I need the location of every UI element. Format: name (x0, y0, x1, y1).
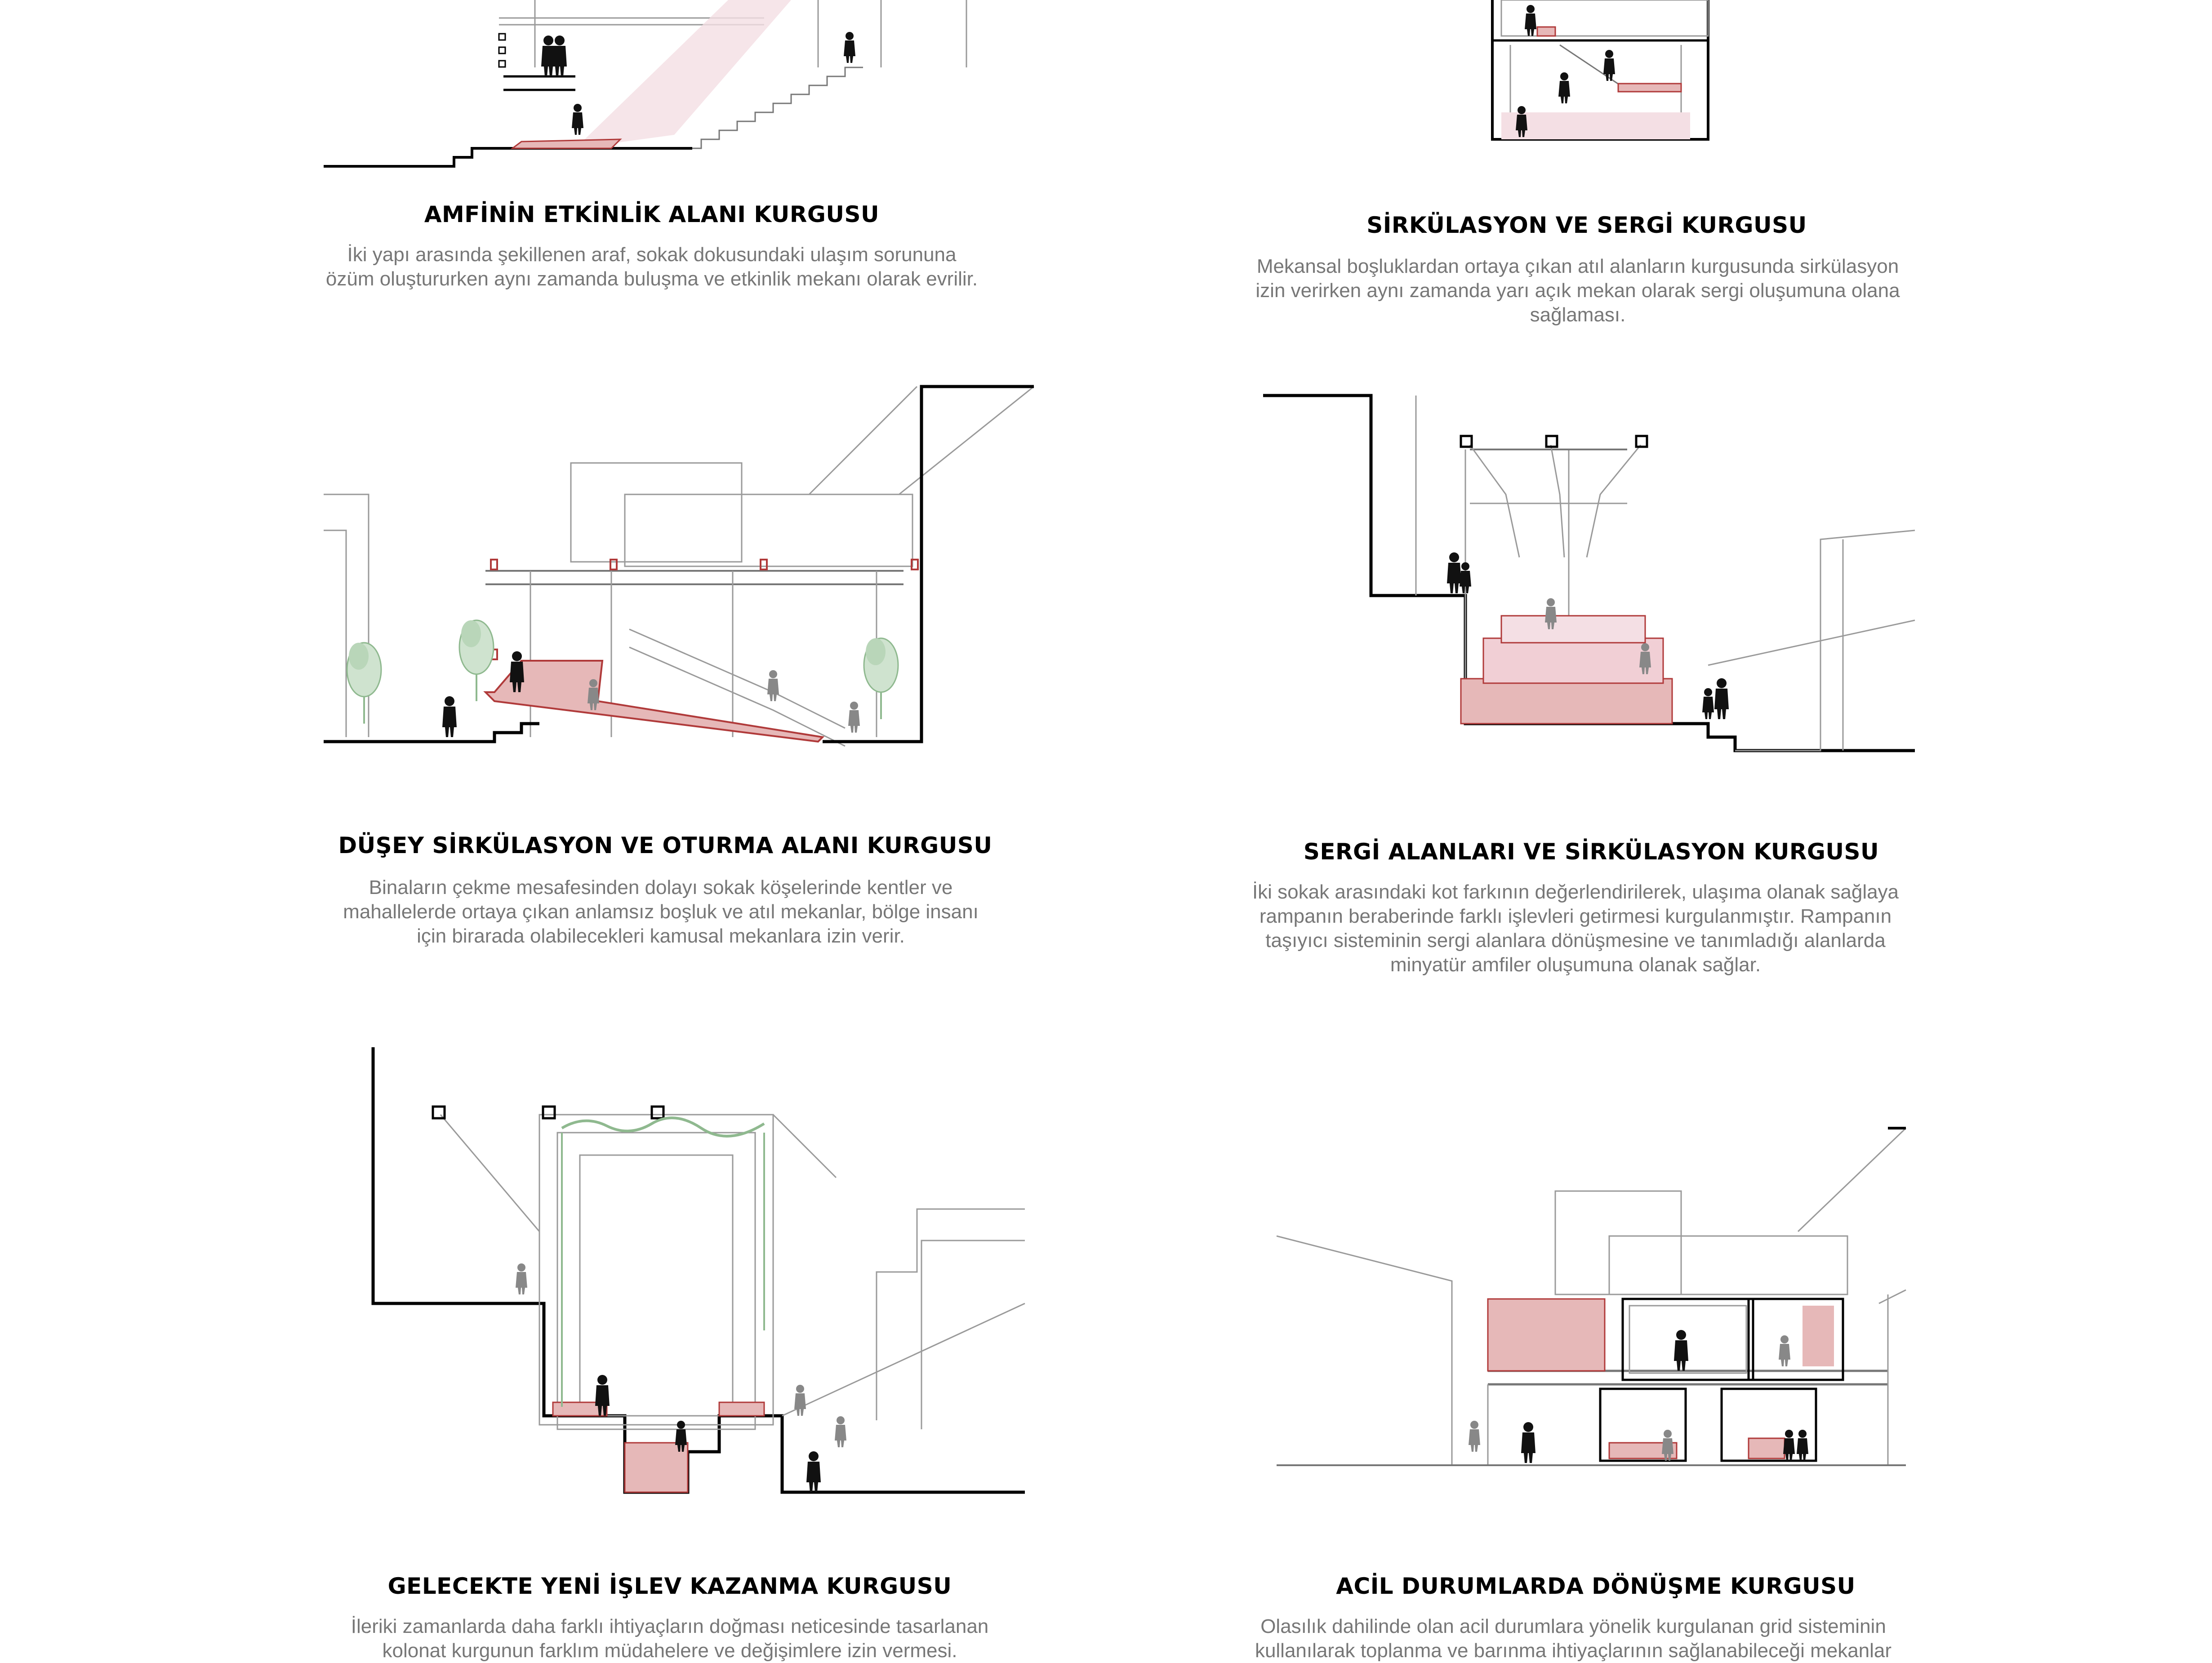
panel-2-description-line: izin verirken aynı zamanda yarı açık mekan olarak sergi oluşumuna olana (1255, 280, 1900, 302)
panel-1-drawing (324, 0, 966, 166)
panel-4-description-line: rampanın beraberinde farklı işlevleri getirmesi kurgulanmıştır. Rampanın (1259, 905, 1892, 927)
panel-1-description-line: özüm oluştururken aynı zamanda buluşma ve etkinlik mekanı olarak evrilir. (325, 268, 978, 290)
panel-3-description-line: için birarada olabilecekleri kamusal mekanlara izin verir. (417, 925, 905, 947)
panel-2-description-line: Mekansal boşluklardan ortaya çıkan atıl alanların kurgusunda sirkülasyon (1256, 255, 1899, 277)
panel-6-description-line: kullanılarak toplanma ve barınma ihtiyaçlarının sağlanabileceği mekanlar (1255, 1640, 1892, 1662)
panel-3-title: DÜŞEY SİRKÜLASYON VE OTURMA ALANI KURGUSU (338, 832, 993, 858)
panel-4-title: SERGİ ALANLARI VE SİRKÜLASYON KURGUSU (1303, 839, 1879, 865)
panel-6-description-line: Olasılık dahilinde olan acil durumlara yönelik kurgulanan grid sisteminin (1260, 1615, 1886, 1637)
panel-4-drawing (1263, 396, 1915, 751)
panel-4-description-line: taşıyıcı sisteminin sergi alanlara dönüşmesine ve tanımladığı alanlarda (1265, 929, 1886, 952)
panel-4-description (1245, 880, 1906, 977)
panel-3-description-line: mahallelerde ortaya çıkan anlamsız boşluk ve atıl mekanlar, bölge insanı (343, 901, 979, 923)
panel-5-drawing (373, 1047, 1025, 1492)
panel-6-drawing (1277, 1128, 1906, 1465)
panel-2-title: SİRKÜLASYON VE SERGİ KURGUSU (1366, 212, 1807, 238)
panel-3-description (315, 876, 1007, 948)
panel-5-description (324, 1614, 1016, 1663)
panel-1-description-line: İki yapı arasında şekillenen araf, sokak dokusundaki ulaşım sorununa (347, 244, 957, 266)
panel-1-description (315, 243, 989, 291)
panel-5-title: GELECEKTE YENİ İŞLEV KAZANMA KURGUSU (387, 1573, 952, 1599)
panel-2-description-line: sağlaması. (1530, 304, 1626, 326)
panel-4-description-line: minyatür amfiler oluşumuna olanak sağlar. (1390, 954, 1761, 976)
panel-4-description-line: İki sokak arasındaki kot farkının değerlendirilerek, ulaşıma olanak sağlaya (1252, 881, 1899, 903)
panel-1-title: AMFİNİN ETKİNLİK ALANI KURGUSU (424, 201, 880, 227)
panel-2-description (1250, 254, 1906, 327)
panel-3-drawing (324, 387, 1034, 746)
panel-6-title: ACİL DURUMLARDA DÖNÜŞME KURGUSU (1336, 1573, 1856, 1599)
panel-5-description-line: kolonat kurgunun farklım müdahelere ve değişimlere izin vermesi. (382, 1640, 957, 1662)
panel-6-description (1241, 1614, 1906, 1663)
panel-3-description-line: Binaların çekme mesafesinden dolayı sokak köşelerinde kentler ve (369, 876, 953, 898)
panel-5-description-line: İleriki zamanlarda daha farklı ihtiyaçların doğması neticesinde tasarlanan (351, 1615, 989, 1637)
